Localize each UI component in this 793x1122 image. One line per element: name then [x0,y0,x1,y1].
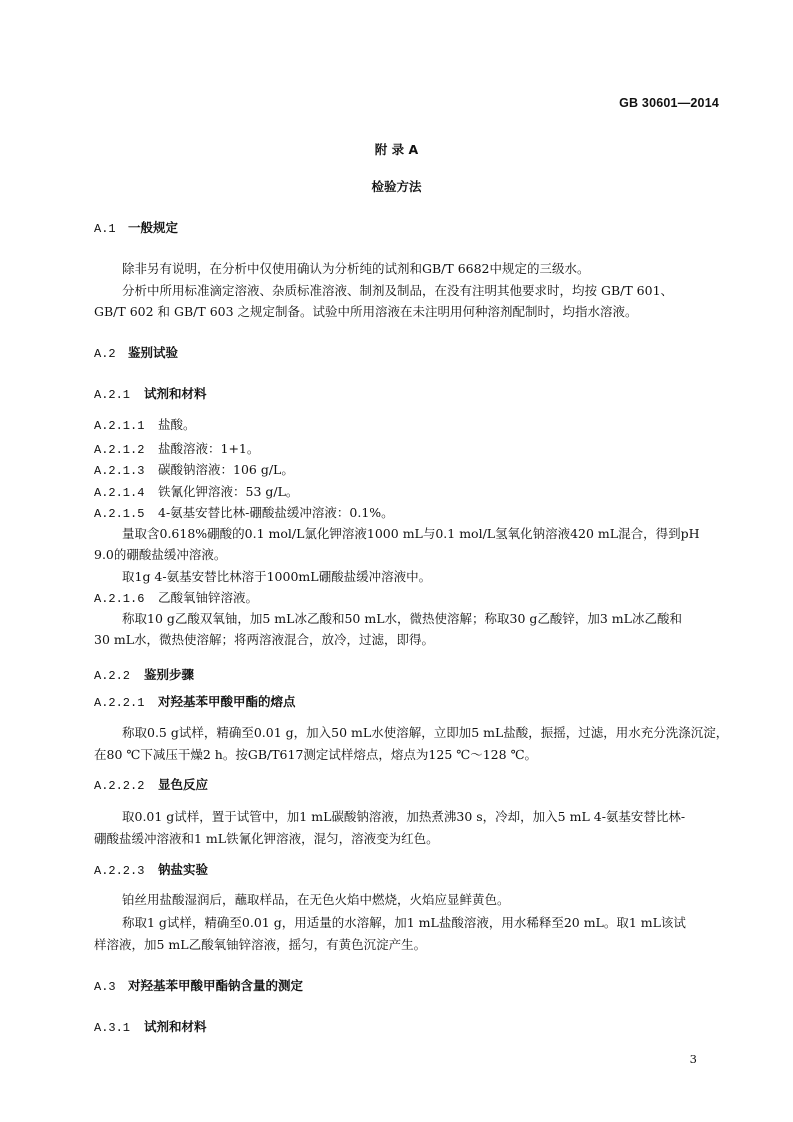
section-title: 鉴别步骤 [144,667,195,682]
appendix-title: 检验方法 [371,179,422,194]
section-heading-a3 [94,976,303,994]
clause-a213 [94,460,294,480]
paragraph: 分析中所用标准滴定溶液、杂质标准溶液、制剂及制品，在没有注明其他要求时，均按 GB/T 601、 [122,283,674,298]
paragraph: 称取10 g乙酸双氧铀，加5 mL冰乙酸和50 mL水，微热使溶解；称取30 g乙酸锌，加3 mL冰乙酸和 [122,611,682,626]
section-title: 鉴别试验 [128,345,179,360]
section-number: A.2.2.1 [94,696,145,710]
section-heading-a2 [94,343,178,361]
paragraph: 在80 ℃下减压干燥2 h。按GB/T617测定试样熔点，熔点为125 ℃～128 ℃。 [94,747,538,762]
clause-text: 盐酸溶液：1+1。 [158,441,260,456]
clause-number: A.2.1.3 [94,464,145,478]
paragraph: 硼酸盐缓冲溶液和1 mL铁氰化钾溶液，混匀，溶液变为红色。 [94,831,439,846]
section-number: A.2.2.2 [94,779,145,793]
section-number: A.2 [94,347,116,361]
paragraph: 除非另有说明，在分析中仅使用确认为分析纯的试剂和GB/T 6682中规定的三级水。 [122,261,590,276]
section-title: 对羟基苯甲酸甲酯钠含量的测定 [128,978,304,993]
section-title: 试剂和材料 [144,1019,207,1034]
section-heading-a21 [94,384,207,402]
section-heading-a222 [94,775,208,793]
paragraph: 取1g 4-氨基安替比林溶于1000mL硼酸盐缓冲溶液中。 [122,569,432,584]
clause-text: 盐酸。 [158,417,196,432]
section-title: 钠盐实验 [158,862,209,877]
clause-text: 乙酸氧铀锌溶液。 [158,590,259,605]
paragraph: 取0.01 g试样，置于试管中，加1 mL碳酸钠溶液，加热煮沸30 s，冷却，加入5 mL 4-氨基安替比林- [122,809,686,824]
clause-a214 [94,482,298,502]
section-number: A.2.2 [94,669,131,683]
clause-a212 [94,439,259,459]
clause-number: A.2.1.4 [94,486,145,500]
section-heading-a22 [94,665,194,683]
paragraph: GB/T 602 和 GB/T 603 之规定制备。试验中所用溶液在未注明用何种溶剂配制时，均指水溶液。 [94,304,638,319]
paragraph: 30 mL水，微热使溶解；将两溶液混合，放冷，过滤，即得。 [94,632,435,647]
section-title: 对羟基苯甲酸甲酯的熔点 [158,694,296,709]
paragraph: 称取1 g试样，精确至0.01 g，用适量的水溶解，加1 mL盐酸溶液，用水稀释至20 mL。取1 mL该试 [122,915,686,930]
clause-text: 碳酸钠溶液：106 g/L。 [158,462,294,477]
paragraph: 样溶液，加5 mL乙酸氧铀锌溶液，摇匀，有黄色沉淀产生。 [94,937,427,952]
appendix-label: 附 录 A [374,142,419,157]
section-title: 一般规定 [128,220,179,235]
section-number: A.3 [94,980,116,994]
section-heading-a221 [94,692,296,710]
page-number: 3 [689,1052,697,1066]
clause-a211 [94,415,196,435]
clause-a216 [94,588,258,608]
section-heading-a223 [94,860,208,878]
section-number: A.2.2.3 [94,864,145,878]
clause-text: 4-氨基安替比林-硼酸盐缓冲溶液：0.1%。 [158,505,394,520]
section-title: 试剂和材料 [144,386,207,401]
section-number: A.1 [94,222,116,236]
paragraph: 铂丝用盐酸湿润后，蘸取样品，在无色火焰中燃烧，火焰应显鲜黄色。 [122,892,510,907]
paragraph: 量取含0.618%硼酸的0.1 mol/L氯化钾溶液1000 mL与0.1 mol/L氢氧化钠溶液420 mL混合，得到pH [122,526,700,541]
paragraph: 9.0的硼酸盐缓冲溶液。 [94,547,227,562]
clause-number: A.2.1.2 [94,443,145,457]
clause-a215 [94,503,394,523]
section-number: A.2.1 [94,388,131,402]
section-title: 显色反应 [158,777,209,792]
clause-text: 铁氰化钾溶液：53 g/L。 [158,484,299,499]
section-number: A.3.1 [94,1021,131,1035]
standard-code: GB 30601—2014 [619,96,719,110]
section-heading-a31 [94,1017,207,1035]
clause-number: A.2.1.6 [94,592,145,606]
clause-number: A.2.1.1 [94,419,145,433]
clause-number: A.2.1.5 [94,507,145,521]
paragraph: 称取0.5 g试样，精确至0.01 g，加入50 mL水使溶解，立即加5 mL盐酸，振摇，过滤，用水充分洗涤沉淀， [122,725,729,740]
section-heading-a1 [94,218,178,236]
